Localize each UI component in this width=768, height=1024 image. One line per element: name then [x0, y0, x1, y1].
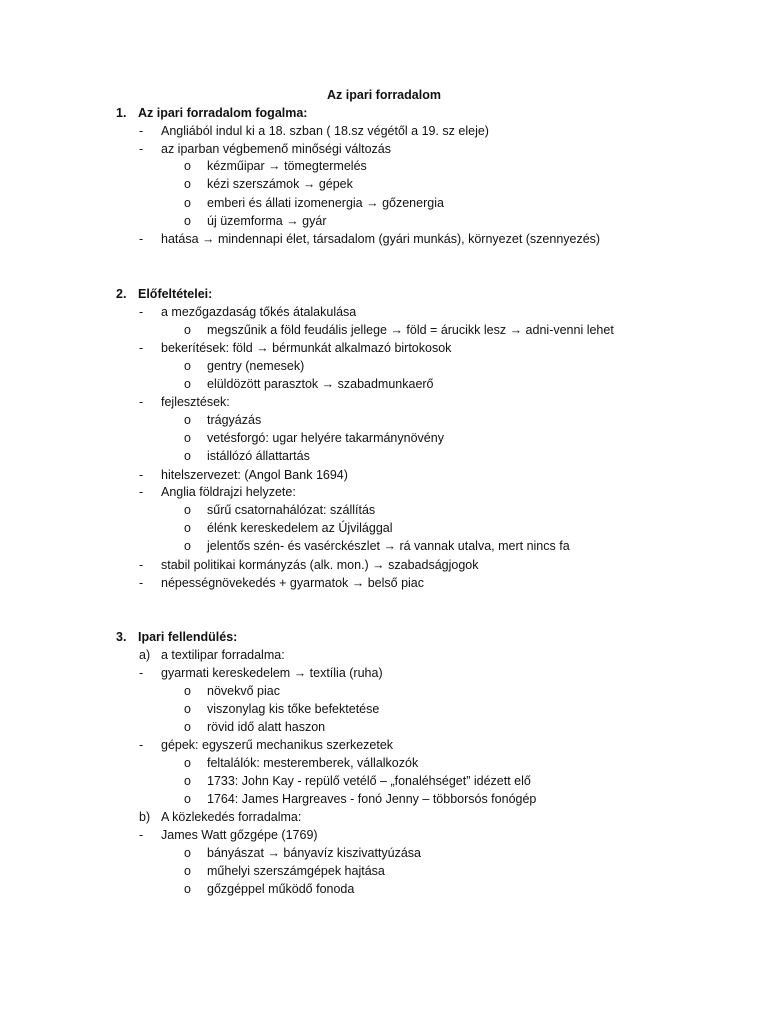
list-marker: o: [184, 431, 191, 445]
list-marker: o: [184, 503, 191, 517]
list-marker: o: [184, 521, 191, 535]
list-item-text: Anglia földrajzi helyzete:: [161, 485, 296, 499]
list-marker: -: [139, 232, 144, 246]
list-item-text: jelentős szén- és vasérckészlet → rá vannak utalva, mert nincs fa: [207, 539, 570, 553]
list-item-text: növekvő piac: [207, 684, 280, 698]
list-marker: 2.: [116, 287, 127, 301]
list-item-text: 1764: James Hargreaves - fonó Jenny – többorsós fonógép: [207, 792, 537, 806]
list-marker: -: [139, 341, 144, 355]
list-marker: o: [184, 359, 191, 373]
list-marker: o: [184, 196, 191, 210]
list-marker: o: [184, 177, 191, 191]
list-marker: o: [184, 684, 191, 698]
list-marker: 3.: [116, 630, 127, 644]
list-marker: o: [184, 214, 191, 228]
list-item-text: a mezőgazdaság tőkés átalakulása: [161, 305, 357, 319]
list-item-text: feltalálók: mesteremberek, vállalkozók: [207, 756, 419, 770]
list-item-text: a textilipar forradalma:: [161, 648, 285, 662]
list-marker: -: [139, 395, 144, 409]
list-item-text: bányászat → bányavíz kiszivattyúzása: [207, 846, 421, 860]
list-marker: o: [184, 449, 191, 463]
list-marker: 1.: [116, 106, 127, 120]
list-marker: o: [184, 864, 191, 878]
list-marker: o: [184, 413, 191, 427]
list-item-text: gentry (nemesek): [207, 359, 305, 373]
list-marker: o: [184, 774, 191, 788]
list-item-text: rövid idő alatt haszon: [207, 720, 326, 734]
list-item-text: hatása → mindennapi élet, társadalom (gyári munkás), környezet (szennyezés): [161, 232, 601, 246]
list-marker: -: [139, 558, 144, 572]
list-item-text: Előfeltételei:: [138, 287, 213, 301]
list-item-text: hitelszervezet: (Angol Bank 1694): [161, 468, 348, 482]
list-marker: -: [139, 738, 144, 752]
list-marker: -: [139, 828, 144, 842]
list-item-text: vetésforgó: ugar helyére takarmánynövény: [207, 431, 444, 445]
list-item-text: gépek: egyszerű mechanikus szerkezetek: [161, 738, 394, 752]
document-title: Az ipari forradalom: [327, 88, 441, 102]
list-marker: o: [184, 720, 191, 734]
list-marker: -: [139, 468, 144, 482]
list-item-text: fejlesztések:: [161, 395, 230, 409]
list-marker: -: [139, 576, 144, 590]
list-marker: -: [139, 124, 144, 138]
list-marker: o: [184, 323, 191, 337]
list-marker: a): [139, 648, 151, 662]
list-item-text: élénk kereskedelem az Újvilággal: [207, 521, 393, 535]
list-item-text: gyarmati kereskedelem → textília (ruha): [161, 666, 383, 680]
list-item-text: megszűnik a föld feudális jellege → föld = árucikk lesz → adni-venni lehet: [207, 323, 614, 337]
list-item-text: kézműipar → tömegtermelés: [207, 159, 367, 173]
list-item-text: istállózó állattartás: [207, 449, 310, 463]
list-item-text: viszonylag kis tőke befektetése: [207, 702, 380, 716]
list-item-text: népességnövekedés + gyarmatok → belső piac: [161, 576, 425, 590]
list-item-text: James Watt gőzgépe (1769): [161, 828, 318, 842]
list-item-text: A közlekedés forradalma:: [161, 810, 302, 824]
list-marker: b): [139, 810, 151, 824]
list-item-text: 1733: John Kay - repülő vetélő – „fonaléhséget” idézett elő: [207, 774, 531, 788]
list-marker: o: [184, 882, 191, 896]
list-item-text: gőzgéppel működő fonoda: [207, 882, 355, 896]
list-marker: o: [184, 702, 191, 716]
list-item-text: elüldözött parasztok → szabadmunkaerő: [207, 377, 434, 391]
list-marker: o: [184, 159, 191, 173]
list-item-text: műhelyi szerszámgépek hajtása: [207, 864, 385, 878]
list-marker: o: [184, 792, 191, 806]
list-item-text: Ipari fellendülés:: [138, 630, 238, 644]
list-item-text: emberi és állati izomenergia → gőzenergia: [207, 196, 444, 210]
list-marker: -: [139, 142, 144, 156]
list-item-text: Angliából indul ki a 18. szban ( 18.sz végétől a 19. sz eleje): [161, 124, 489, 138]
list-item-text: sűrű csatornahálózat: szállítás: [207, 503, 376, 517]
list-item-text: bekerítések: föld → bérmunkát alkalmazó birtokosok: [161, 341, 452, 355]
list-marker: -: [139, 666, 144, 680]
list-marker: -: [139, 305, 144, 319]
list-item-text: új üzemforma → gyár: [207, 214, 327, 228]
list-item-text: Az ipari forradalom fogalma:: [138, 106, 308, 120]
list-marker: o: [184, 539, 191, 553]
list-marker: -: [139, 485, 144, 499]
list-marker: o: [184, 377, 191, 391]
list-item-text: kézi szerszámok → gépek: [207, 177, 353, 191]
list-marker: o: [184, 846, 191, 860]
list-item-text: az iparban végbemenő minőségi változás: [161, 142, 391, 156]
list-marker: o: [184, 756, 191, 770]
list-item-text: trágyázás: [207, 413, 262, 427]
list-item-text: stabil politikai kormányzás (alk. mon.) → szabadságjogok: [161, 558, 479, 572]
